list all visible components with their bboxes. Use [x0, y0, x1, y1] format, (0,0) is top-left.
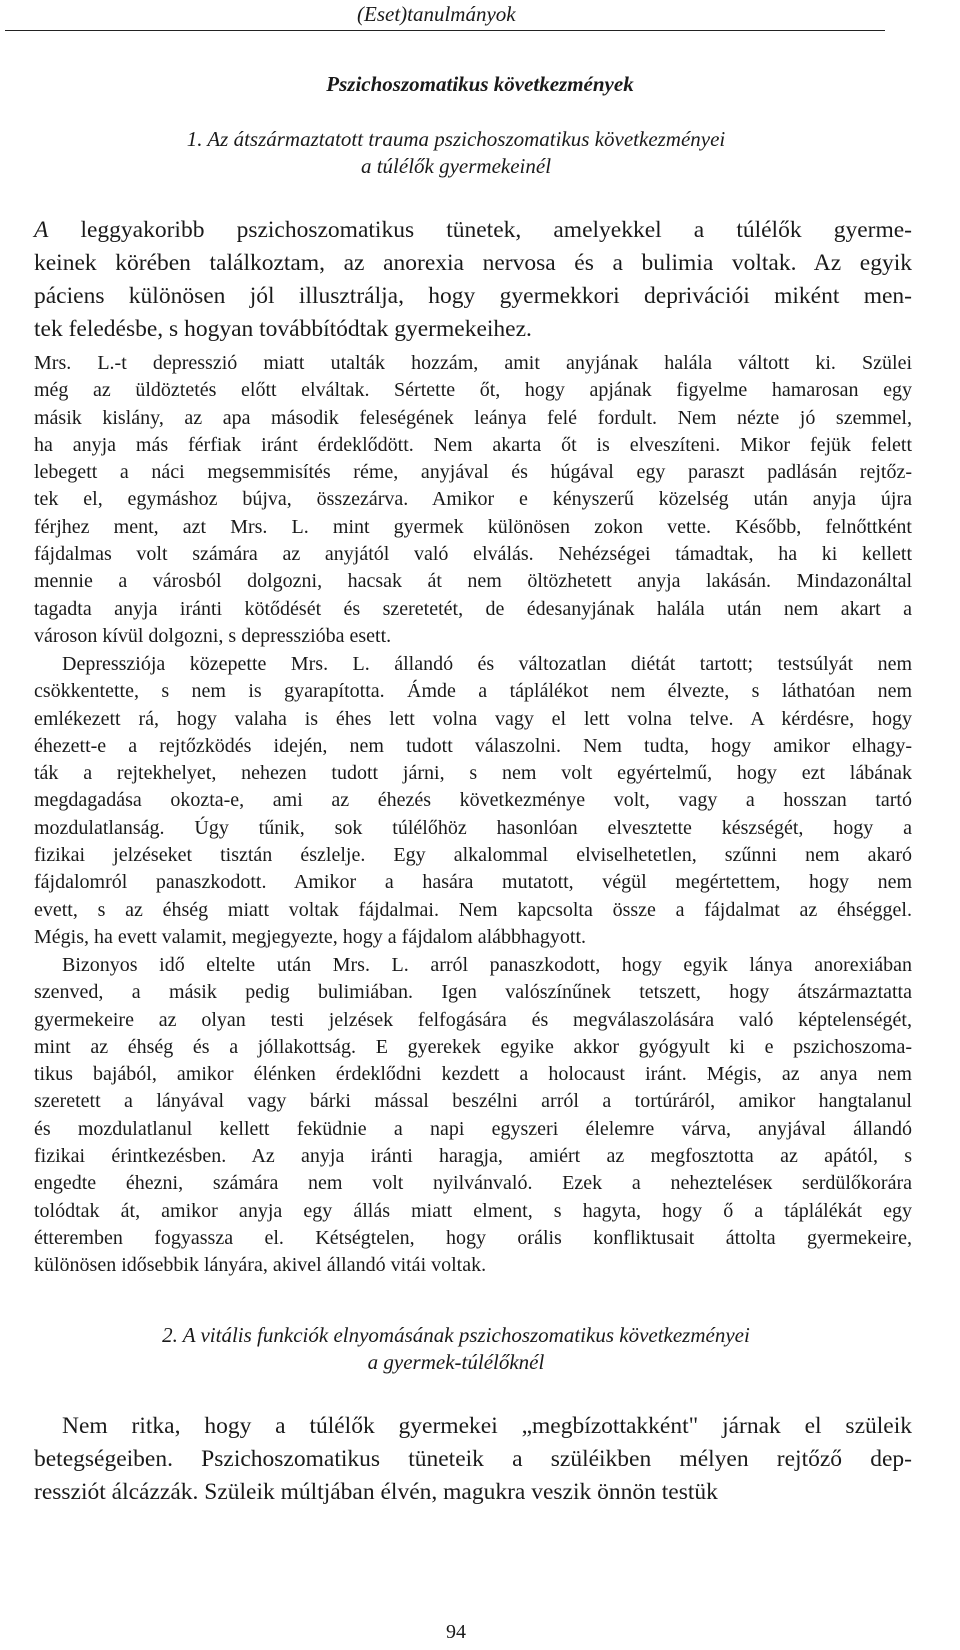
paragraph-line: tolódtak át, amikor anyja egy állás miatt elment, s hagyta, hogy ő a táplálékát egy	[34, 1199, 912, 1222]
chapter-title: Pszichoszomatikus következmények	[326, 72, 634, 96]
paragraph-line: éhezett-e a rejtőzködés idején, nem tudott válaszolni. Nem tudta, hogy amikor elhagy-	[34, 734, 912, 757]
paragraph-line: ressziót álcázzák. Szüleik múltjában élvén, magukra veszik önnön testük	[34, 1479, 718, 1505]
paragraph-line: evett, s az éhség miatt voltak fájdalmai. Nem kapcsolta össze a fájdalmat az éhséggel.	[34, 898, 912, 921]
running-header	[5, 2, 885, 31]
drop-initial: A	[34, 217, 49, 243]
paragraph-line: különösen idősebbik lányára, akivel állandó vitái voltak.	[34, 1254, 487, 1277]
paragraph-line: ták a rejtekhelyet, nehezen tudott járni, s nem volt egyértelmű, hogy ezt lábának	[34, 762, 912, 785]
section-1-heading	[0, 126, 912, 180]
section-1-heading-line: a túlélők gyermekeinél	[360, 154, 552, 178]
paragraph-line: fájdalomról panaszkodott. Amikor a hasára mutatott, végül megértettem, hogy nem	[34, 871, 912, 894]
paragraph-line: étteremben fogyassza el. Kétségtelen, hogy orális konfliktusait áttolta gyermekeire,	[34, 1226, 912, 1249]
paragraph-line: mint az éhség és a jóllakottság. E gyerekek egyike akkor gyógyult ki e pszichoszoma-	[34, 1035, 912, 1058]
paragraph-line: fizikai érintkezésben. Az anyja iránti haragja, amiért az megfosztotta az apától, s	[34, 1145, 912, 1168]
paragraph-line: emlékezett rá, hogy valaha is éhes lett volna vagy el lett volna telve. A kérdésre, hogy	[34, 707, 912, 730]
paragraph-line: páciens különösen jól illusztrálja, hogy gyermekkori deprivációi miként men-	[34, 283, 912, 309]
section-1-paragraph-2	[34, 651, 912, 951]
section-2-intro-paragraph	[34, 1410, 912, 1509]
paragraph-line: férjhez ment, azt Mrs. L. mint gyermek különösen zokon vette. Később, felnőttként	[34, 515, 912, 538]
section-2-heading-line: 2. A vitális funkciók elnyomásának pszichoszomatikus következményei	[162, 1323, 750, 1347]
paragraph-line: gyermekeire az olyan testi jelzések felfogására és megválaszolására való képtelenségét,	[34, 1008, 912, 1031]
paragraph-line: szenved, a másik pedig bulimiában. Igen valószínűnek tetszett, hogy átszármaztatta	[34, 981, 912, 1004]
paragraph-line: megdagadása okozta-e, ami az éhezés következménye volt, vagy a hosszan tartó	[34, 789, 912, 812]
paragraph-line: Bizonyos idő eltelte után Mrs. L. arról panaszkodott, hogy egyik lánya anorexiában	[62, 954, 912, 976]
paragraph-line: szeretett a lányával vagy bárki mással beszélni arról a tortúráról, amikor hangtalanul	[34, 1090, 912, 1113]
paragraph-line: csökkentette, s nem is gyarapította. Ámde a táplálékot nem élvezte, s láthatóan nem	[34, 680, 912, 703]
paragraph-line: Nem ritka, hogy a túlélők gyermekei „megbízottakként" járnak el szüleik	[62, 1413, 912, 1439]
paragraph-line: városon kívül dolgozni, s depresszióba esett.	[34, 624, 392, 647]
paragraph-line: másik kislány, az apa második feleségének leánya felé fordult. Nem nézte jó szemmel,	[34, 406, 912, 429]
paragraph-line: tek feledésbe, s hogyan továbbítódtak gyermekeihez.	[34, 316, 532, 342]
paragraph-line: mennie a városból dolgozni, hacsak át nem öltözhetett anyja lakásán. Mindazonáltal	[34, 570, 912, 593]
paragraph-line: lebegett a náci megsemmisítés réme, anyjával és húgával egy paraszt padlásán rejtőz-	[34, 461, 912, 484]
paragraph-line: engedte éhezni, számára nem volt nyilvánvaló. Ezek a nehezteléseк serdülőkorára	[34, 1172, 912, 1195]
paragraph-line: tikus bajából, amikor élénken érdeklődni kezdett a holocaust iránt. Mégis, az anya nem	[34, 1063, 912, 1086]
paragraph-line: még az üldöztetés előtt elváltak. Sértette őt, hogy apjának figyelme hamarosan egy	[34, 379, 912, 402]
paragraph-line: Mrs. L.-t depresszió miatt utalták hozzám, amit anyjának halála váltott ki. Szülei	[34, 352, 912, 374]
paragraph-line: Depressziója közepette Mrs. L. állandó és változatlan diétát tartott; testsúlyát nem	[62, 653, 912, 675]
paragraph-line: Mégis, ha evett valamit, megjegyezte, hogy a fájdalom alábbhagyott.	[34, 925, 587, 948]
line-text: leggyakoribb pszichoszomatikus tünetek, amelyekkel a túlélők gyerme-	[48, 217, 912, 243]
paragraph-line: keinek körében találkoztam, az anorexia nervosa és a bulimia voltak. Az egyik	[34, 250, 912, 276]
page-number: 94	[446, 1621, 466, 1643]
paragraph-line: tagadta anyja iránti kötődését és szeretetét, de édesanyjának halála után nem akart a	[34, 597, 912, 620]
section-2-heading-line: a gyermek-túlélőknél	[367, 1350, 545, 1374]
paragraph-line: tek el, egymáshoz bújva, összezárva. Amikor e kényszerű közelség után anyja újra	[34, 488, 912, 511]
section-1-paragraph-1	[34, 350, 912, 650]
paragraph-line	[34, 214, 912, 247]
paragraph-line: ha anyja más férfiak iránt érdeklődött. Nem akarta őt is elveszíteni. Mikor fejük felett	[34, 433, 912, 456]
paragraph-line: és mozdulatlanul kellett feküdnie a napi egyszeri élelemre várva, anyjával állandó	[34, 1117, 912, 1140]
section-1-intro-paragraph	[34, 214, 912, 346]
running-title: (Eset)tanulmányok	[357, 2, 516, 26]
paragraph-line: mozdulatlanság. Úgy tűnik, sok túlélőhöz hasonlóan elvesztette készségét, hogy a	[34, 816, 912, 839]
section-1-paragraph-3	[34, 952, 912, 1280]
paragraph-line: fájdalmas volt számára az anyjától való elválás. Nehézségei támadtak, ha ki kellett	[34, 543, 912, 566]
section-1-heading-line: 1. Az átszármaztatott trauma pszichoszomatikus következményei	[186, 127, 726, 151]
section-2-heading	[0, 1322, 912, 1376]
paragraph-line: betegségeiben. Pszichoszomatikus tüneteik a szüléikben mélyen rejtőző dep-	[34, 1446, 912, 1472]
paragraph-line: fizikai jelzéseket tisztán észlelje. Egy alkalommal elviselhetetlen, szűnni nem akaró	[34, 844, 912, 867]
